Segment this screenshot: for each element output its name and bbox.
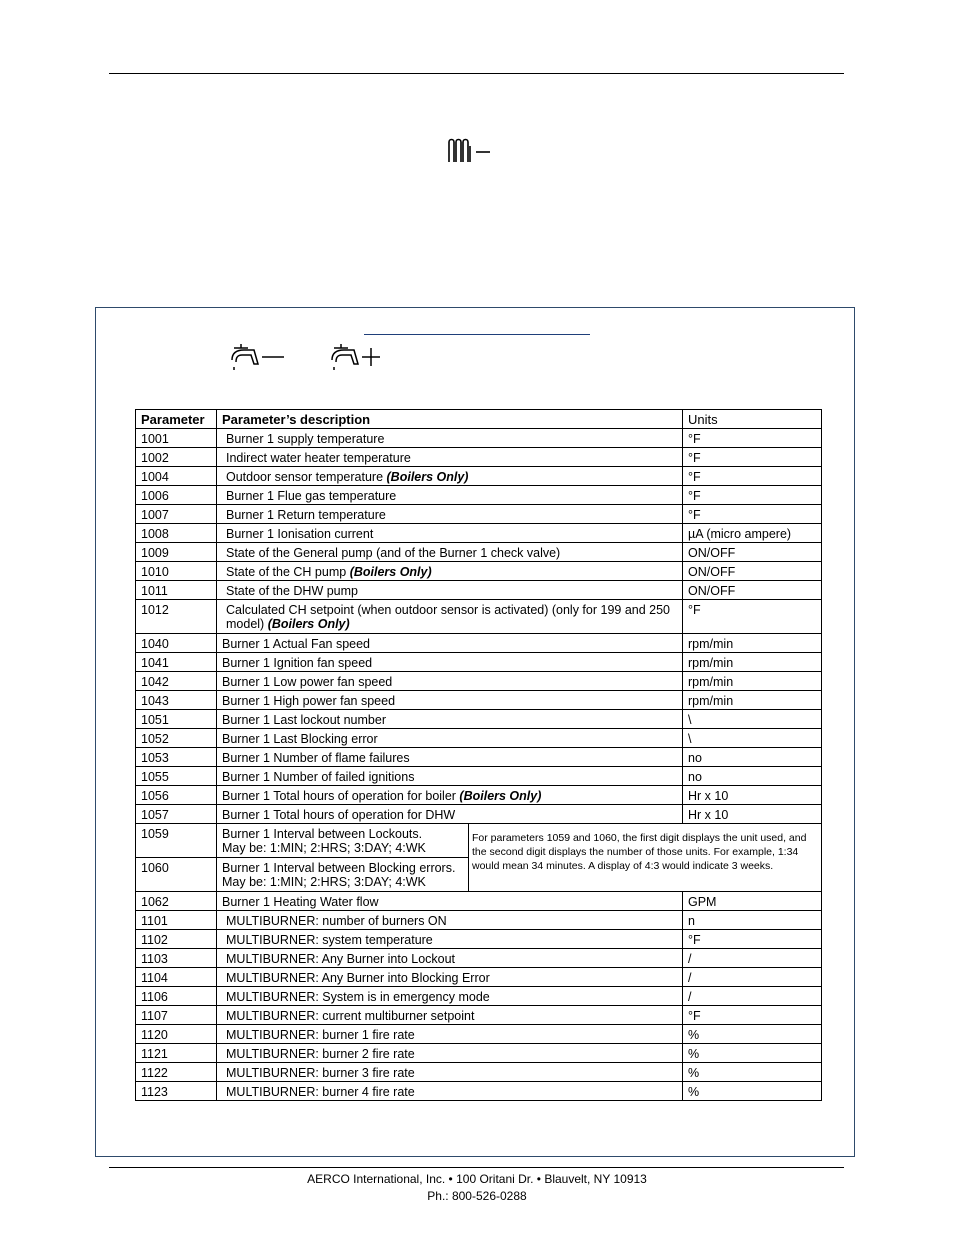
units-cell: rpm/min — [683, 634, 822, 653]
desc-text: MULTIBURNER: burner 2 fire rate — [226, 1047, 415, 1061]
desc-cell — [217, 562, 683, 581]
param-cell: 1006 — [136, 486, 217, 505]
table-row — [136, 968, 822, 987]
table-row — [136, 653, 822, 672]
desc-cell — [217, 653, 683, 672]
table-row — [136, 429, 822, 448]
table-row — [136, 892, 822, 911]
desc-text: State of the CH pump — [226, 565, 347, 579]
desc-cell — [217, 729, 683, 748]
table-row — [136, 634, 822, 653]
param-cell: 1103 — [136, 949, 217, 968]
desc-text: Burner 1 Ignition fan speed — [222, 656, 373, 670]
param-cell: 1056 — [136, 786, 217, 805]
desc-text: Burner 1 Actual Fan speed — [222, 637, 371, 651]
param-cell: 1060 — [136, 858, 217, 892]
param-cell: 1004 — [136, 467, 217, 486]
units-cell: rpm/min — [683, 653, 822, 672]
table-row — [136, 805, 822, 824]
desc-cell — [217, 581, 683, 600]
units-cell: % — [683, 1044, 822, 1063]
desc-text: Burner 1 supply temperature — [226, 432, 385, 446]
desc-cell — [217, 543, 683, 562]
desc-text: Burner 1 Last Blocking error — [222, 732, 378, 746]
desc-cell — [217, 710, 683, 729]
header-parameter: Parameter — [136, 410, 217, 429]
desc-text: May be: 1:MIN; 2:HRS; 3:DAY; 4:WK — [222, 875, 426, 889]
table-row — [136, 930, 822, 949]
desc-text: MULTIBURNER: system temperature — [226, 933, 433, 947]
units-cell: / — [683, 949, 822, 968]
desc-text: May be: 1:MIN; 2:HRS; 3:DAY; 4:WK — [222, 841, 426, 855]
table-row — [136, 581, 822, 600]
units-cell: °F — [683, 467, 822, 486]
desc-text: Burner 1 High power fan speed — [222, 694, 396, 708]
desc-cell — [217, 1006, 683, 1025]
units-cell: rpm/min — [683, 672, 822, 691]
desc-cell — [217, 786, 683, 805]
param-cell: 1120 — [136, 1025, 217, 1044]
param-cell: 1008 — [136, 524, 217, 543]
interval-note: For parameters 1059 and 1060, the first digit displays the unit used, and the second digit displays the number of those units. For example, 1:34 would mean 34 minutes. A display of 4:3 would indicate 3 weeks. — [469, 824, 822, 892]
desc-cell — [217, 486, 683, 505]
param-cell: 1057 — [136, 805, 217, 824]
desc-cell — [217, 467, 683, 486]
param-cell: 1055 — [136, 767, 217, 786]
units-cell: ON/OFF — [683, 543, 822, 562]
units-cell: n — [683, 911, 822, 930]
units-cell: °F — [683, 448, 822, 467]
desc-text: MULTIBURNER: number of burners ON — [226, 914, 447, 928]
param-cell: 1107 — [136, 1006, 217, 1025]
panel-link-underline — [364, 334, 590, 335]
header-units: Units — [683, 410, 822, 429]
param-cell: 1101 — [136, 911, 217, 930]
units-cell: \ — [683, 710, 822, 729]
table-row — [136, 710, 822, 729]
desc-cell — [217, 824, 469, 858]
desc-text: Burner 1 Number of flame failures — [222, 751, 410, 765]
table-header-row — [136, 410, 822, 429]
units-cell: / — [683, 987, 822, 1006]
param-cell: 1106 — [136, 987, 217, 1006]
table-row — [136, 1044, 822, 1063]
param-cell: 1007 — [136, 505, 217, 524]
desc-cell — [217, 524, 683, 543]
desc-text: MULTIBURNER: Any Burner into Lockout — [226, 952, 456, 966]
param-cell: 1042 — [136, 672, 217, 691]
desc-note: (Boilers Only) — [386, 470, 469, 484]
desc-cell — [217, 1063, 683, 1082]
param-cell: 1121 — [136, 1044, 217, 1063]
desc-text: MULTIBURNER: System is in emergency mode — [226, 990, 490, 1004]
desc-cell — [217, 987, 683, 1006]
desc-cell — [217, 634, 683, 653]
desc-note: (Boilers Only) — [349, 565, 432, 579]
param-cell: 1104 — [136, 968, 217, 987]
desc-note: (Boilers Only) — [459, 789, 542, 803]
desc-cell — [217, 672, 683, 691]
desc-cell — [217, 1025, 683, 1044]
param-cell: 1040 — [136, 634, 217, 653]
table-row — [136, 448, 822, 467]
units-cell: \ — [683, 729, 822, 748]
param-cell: 1052 — [136, 729, 217, 748]
param-cell: 1059 — [136, 824, 217, 858]
units-cell: no — [683, 748, 822, 767]
units-cell: °F — [683, 505, 822, 524]
desc-text: Burner 1 Total hours of operation for DHW — [222, 808, 456, 822]
table-row — [136, 987, 822, 1006]
desc-text: Burner 1 Total hours of operation for boiler — [222, 789, 456, 803]
table-row — [136, 1063, 822, 1082]
desc-cell — [217, 949, 683, 968]
desc-cell — [217, 858, 469, 892]
desc-cell — [217, 748, 683, 767]
units-cell: °F — [683, 930, 822, 949]
desc-cell — [217, 691, 683, 710]
param-cell: 1062 — [136, 892, 217, 911]
footer-phone: Ph.: 800-526-0288 — [427, 1189, 527, 1203]
desc-cell — [217, 429, 683, 448]
desc-text: Burner 1 Last lockout number — [222, 713, 386, 727]
table-row — [136, 543, 822, 562]
param-cell: 1011 — [136, 581, 217, 600]
table-row — [136, 505, 822, 524]
table-row — [136, 1006, 822, 1025]
header-description: Parameter’s description — [217, 410, 683, 429]
desc-text: Burner 1 Ionisation current — [226, 527, 374, 541]
desc-text: Outdoor sensor temperature — [226, 470, 384, 484]
table-row — [136, 748, 822, 767]
table-row — [136, 824, 822, 858]
param-cell: 1043 — [136, 691, 217, 710]
param-cell: 1001 — [136, 429, 217, 448]
units-cell: ON/OFF — [683, 581, 822, 600]
desc-cell — [217, 1044, 683, 1063]
desc-text: MULTIBURNER: current multiburner setpoint — [226, 1009, 475, 1023]
desc-cell — [217, 930, 683, 949]
units-cell: GPM — [683, 892, 822, 911]
units-cell: °F — [683, 1006, 822, 1025]
desc-cell — [217, 600, 683, 634]
units-cell: / — [683, 968, 822, 987]
param-cell: 1041 — [136, 653, 217, 672]
param-cell: 1051 — [136, 710, 217, 729]
table-row — [136, 524, 822, 543]
param-cell: 1002 — [136, 448, 217, 467]
param-cell: 1123 — [136, 1082, 217, 1101]
footer-rule — [109, 1167, 844, 1168]
desc-cell — [217, 805, 683, 824]
parameter-table — [135, 409, 822, 1101]
desc-text: MULTIBURNER: burner 1 fire rate — [226, 1028, 415, 1042]
tap-minus-icon — [228, 340, 288, 374]
desc-text: Burner 1 Interval between Blocking errors. — [222, 861, 456, 875]
table-row — [136, 562, 822, 581]
units-cell: °F — [683, 429, 822, 448]
desc-text: Burner 1 Flue gas temperature — [226, 489, 397, 503]
desc-cell — [217, 968, 683, 987]
table-row — [136, 786, 822, 805]
desc-note: (Boilers Only) — [267, 617, 350, 631]
desc-text: Burner 1 Low power fan speed — [222, 675, 393, 689]
units-cell: Hr x 10 — [683, 805, 822, 824]
desc-text: Burner 1 Heating Water flow — [222, 895, 379, 909]
desc-text: MULTIBURNER: burner 3 fire rate — [226, 1066, 415, 1080]
param-cell: 1053 — [136, 748, 217, 767]
units-cell: Hr x 10 — [683, 786, 822, 805]
table-row — [136, 467, 822, 486]
units-cell: no — [683, 767, 822, 786]
desc-cell — [217, 505, 683, 524]
table-row — [136, 672, 822, 691]
table-row — [136, 486, 822, 505]
desc-text: Burner 1 Return temperature — [226, 508, 386, 522]
param-cell: 1010 — [136, 562, 217, 581]
table-row — [136, 691, 822, 710]
units-cell: rpm/min — [683, 691, 822, 710]
desc-cell — [217, 892, 683, 911]
param-cell: 1012 — [136, 600, 217, 634]
param-cell: 1102 — [136, 930, 217, 949]
desc-text: State of the DHW pump — [226, 584, 359, 598]
table-row — [136, 1025, 822, 1044]
units-cell: % — [683, 1063, 822, 1082]
param-cell: 1122 — [136, 1063, 217, 1082]
desc-text: Burner 1 Number of failed ignitions — [222, 770, 415, 784]
units-cell: % — [683, 1082, 822, 1101]
desc-cell — [217, 911, 683, 930]
desc-cell — [217, 767, 683, 786]
units-cell: % — [683, 1025, 822, 1044]
units-cell: °F — [683, 600, 822, 634]
footer-address: AERCO International, Inc. • 100 Oritani Dr. • Blauvelt, NY 10913 — [307, 1172, 647, 1186]
desc-cell — [217, 1082, 683, 1101]
desc-text: Calculated CH setpoint (when outdoor sensor is activated) (only for 199 and 250 model) — [226, 603, 671, 631]
param-cell: 1009 — [136, 543, 217, 562]
units-cell: µA (micro ampere) — [683, 524, 822, 543]
desc-text: Burner 1 Interval between Lockouts. — [222, 827, 423, 841]
desc-text: State of the General pump (and of the Burner 1 check valve) — [226, 546, 561, 560]
header-rule — [109, 73, 844, 74]
table-row — [136, 1082, 822, 1101]
radiator-minus-icon — [446, 138, 492, 164]
desc-text: Indirect water heater temperature — [226, 451, 411, 465]
desc-text: MULTIBURNER: burner 4 fire rate — [226, 1085, 415, 1099]
table-row — [136, 949, 822, 968]
table-row — [136, 911, 822, 930]
desc-text: MULTIBURNER: Any Burner into Blocking Error — [226, 971, 490, 985]
units-cell: ON/OFF — [683, 562, 822, 581]
tap-plus-icon — [328, 340, 388, 374]
units-cell: °F — [683, 486, 822, 505]
table-row — [136, 729, 822, 748]
desc-cell — [217, 448, 683, 467]
table-row — [136, 600, 822, 634]
table-row — [136, 767, 822, 786]
